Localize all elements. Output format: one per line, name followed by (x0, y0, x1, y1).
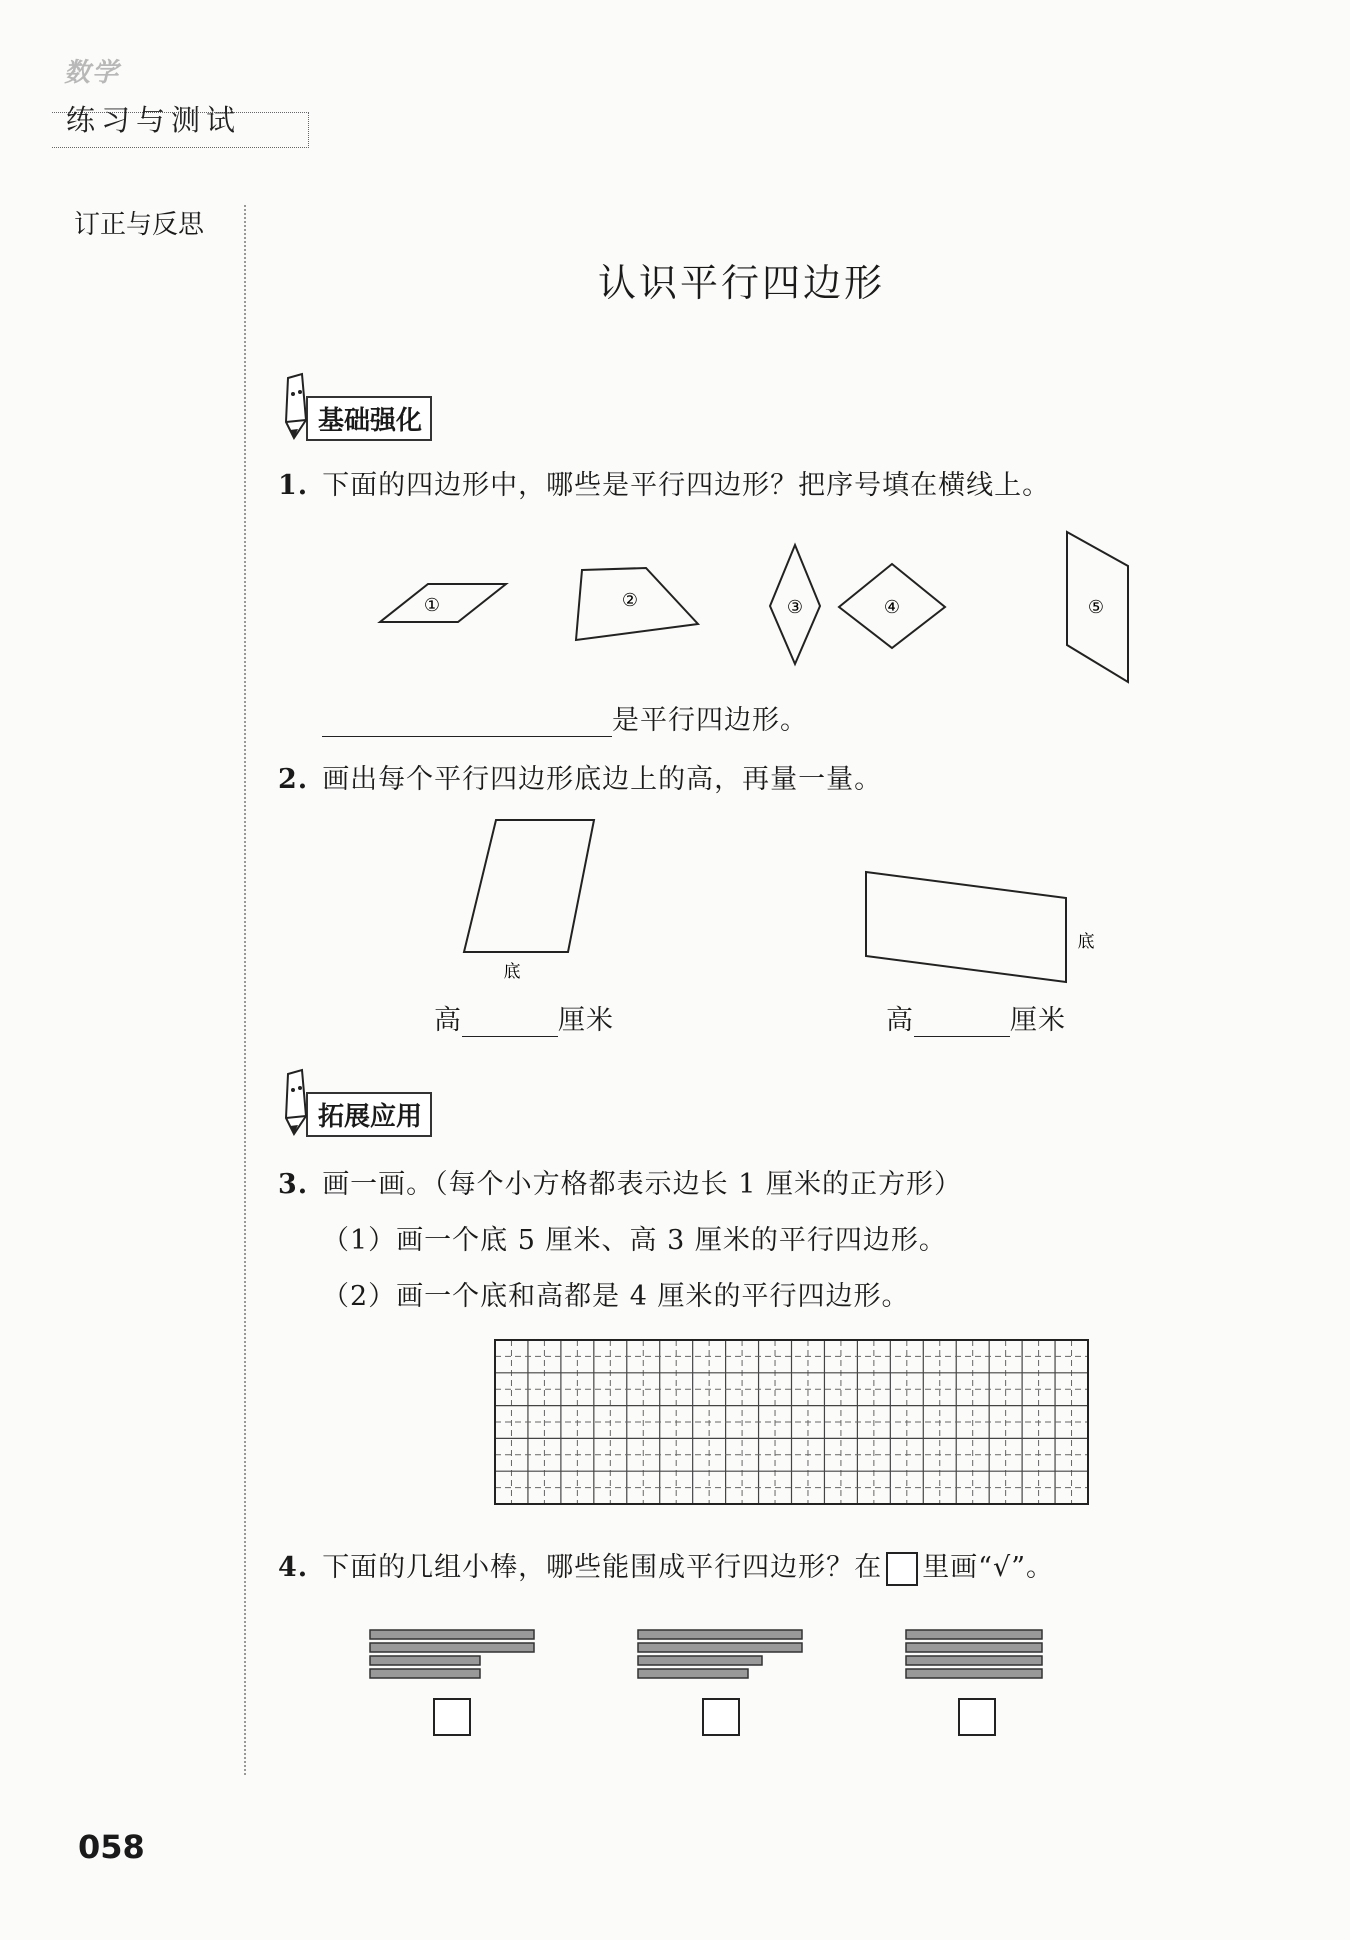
shape-2-label: ② (621, 590, 639, 611)
question-4 (278, 1545, 1054, 1586)
question-3 (278, 1162, 962, 1201)
q2-height-left (434, 998, 614, 1037)
stick (638, 1643, 802, 1652)
section-extend (280, 1068, 432, 1137)
pencil-icon (280, 1068, 310, 1138)
stick (906, 1643, 1042, 1652)
question-2-text: 画出每个平行四边形底边上的高，再量一量。 (322, 764, 883, 795)
stick (370, 1643, 534, 1652)
q2-parallelogram-left (464, 820, 594, 982)
page-number: 058 (78, 1828, 145, 1866)
height-prefix-right: 高 (886, 1005, 914, 1036)
section-basic-label: 基础强化 (306, 396, 432, 441)
shape-5-parallelogram (1067, 532, 1128, 682)
q1-shapes (340, 520, 1140, 690)
q2-parallelogram-right (866, 872, 1095, 982)
grid-paper[interactable] (493, 1338, 1093, 1508)
inline-box-icon (886, 1552, 918, 1586)
q2-height-right (886, 998, 1066, 1037)
answer-checkbox-1[interactable] (433, 1698, 471, 1736)
stick (638, 1669, 748, 1678)
page-title: 认识平行四边形 (598, 261, 886, 305)
height-unit-right: 厘米 (1010, 1005, 1066, 1036)
stick (370, 1669, 480, 1678)
stick-group-1 (370, 1630, 534, 1678)
question-1-number: 1. (278, 470, 309, 501)
question-4-text: 下面的几组小棒，哪些能围成平行四边形？在 (322, 1552, 883, 1583)
shape-4-square (839, 564, 945, 648)
stick (906, 1656, 1042, 1665)
stick (370, 1630, 534, 1639)
section-basic (280, 372, 432, 441)
stick (638, 1656, 762, 1665)
margin-divider (244, 205, 246, 1775)
answer-checkbox-3[interactable] (958, 1698, 996, 1736)
question-3-number: 3. (278, 1169, 309, 1200)
question-2-number: 2. (278, 764, 309, 795)
question-4-text-after: 里画“√”。 (922, 1552, 1054, 1583)
stick (906, 1669, 1042, 1678)
question-1-answer (322, 698, 808, 737)
stick-groups (360, 1620, 1060, 1700)
question-1-answer-suffix: 是平行四边形。 (612, 705, 808, 736)
shape-2-trapezoid (576, 568, 698, 640)
shape-5-label: ⑤ (1087, 597, 1105, 618)
stick (370, 1656, 480, 1665)
stick (638, 1630, 802, 1639)
series-title: 练习与测试 (66, 103, 242, 137)
q2-shapes (440, 810, 1120, 1010)
shape-3-label: ③ (786, 597, 804, 618)
shape-3-rhombus (770, 545, 820, 664)
shape-1-parallelogram (380, 584, 506, 622)
stick-group-3 (906, 1630, 1042, 1678)
question-1-text: 下面的四边形中，哪些是平行四边形？把序号填在横线上。 (322, 470, 1051, 501)
subject-label: 数学 (64, 58, 121, 88)
height-unit-left: 厘米 (558, 1005, 614, 1036)
question-3-text: 画一画。（每个小方格都表示边长 1 厘米的正方形） (322, 1169, 963, 1200)
section-extend-label: 拓展应用 (306, 1092, 432, 1137)
shape-4-label: ④ (883, 597, 901, 618)
question-3-sub1: （1）画一个底 5 厘米、高 3 厘米的平行四边形。 (322, 1225, 947, 1256)
question-1-blank[interactable] (322, 706, 612, 737)
question-2 (278, 757, 882, 796)
sidebar-label: 订正与反思 (74, 210, 205, 240)
stick-group-2 (638, 1630, 802, 1678)
q2-base-label-right: 底 (1077, 932, 1095, 952)
answer-checkbox-2[interactable] (702, 1698, 740, 1736)
height-blank-right[interactable] (914, 1008, 1010, 1037)
question-4-number: 4. (278, 1552, 309, 1583)
pencil-icon (280, 372, 310, 442)
q2-base-label-left: 底 (503, 962, 521, 982)
question-1 (278, 463, 1050, 502)
height-blank-left[interactable] (462, 1008, 558, 1037)
height-prefix-left: 高 (434, 1005, 462, 1036)
question-3-sub2: （2）画一个底和高都是 4 厘米的平行四边形。 (322, 1281, 910, 1312)
stick (906, 1630, 1042, 1639)
shape-1-label: ① (423, 595, 441, 616)
